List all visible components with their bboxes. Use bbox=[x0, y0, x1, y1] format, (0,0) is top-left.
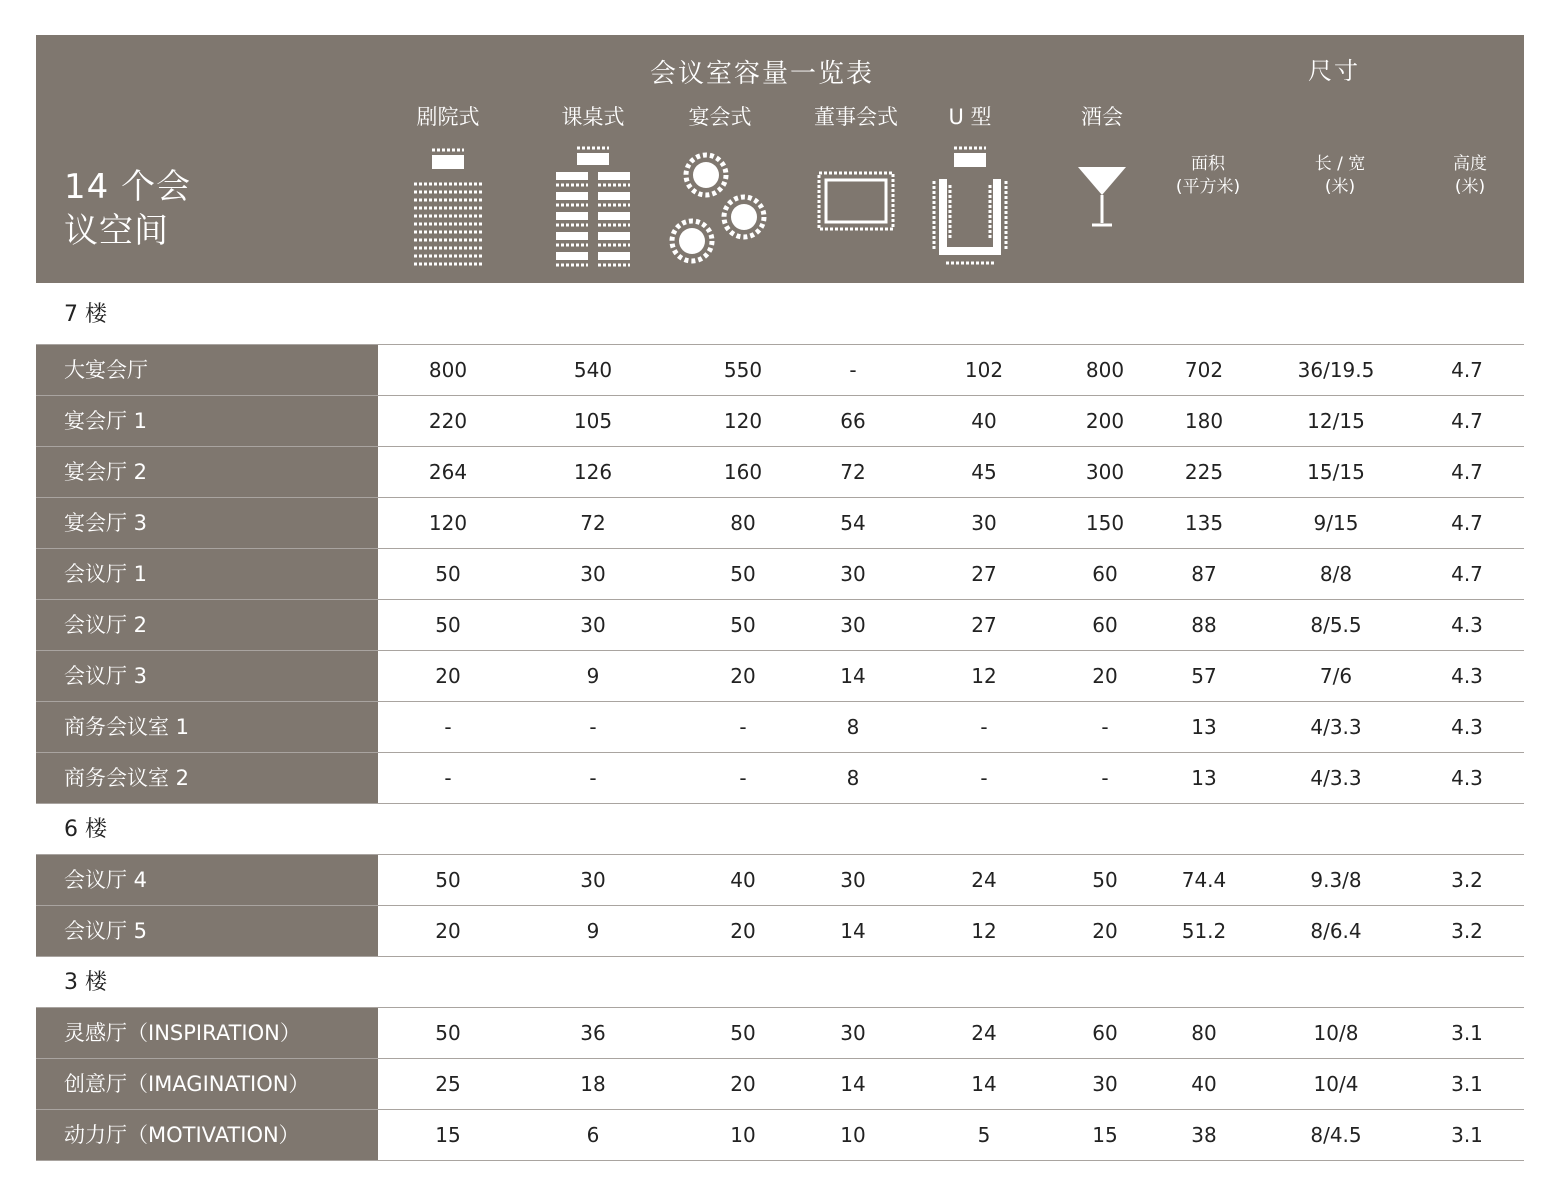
table-cell: 50 bbox=[435, 613, 461, 637]
table-cell: 80 bbox=[1191, 1021, 1217, 1045]
room-name: 会议厅 4 bbox=[36, 855, 378, 905]
column-theater: 剧院式 bbox=[416, 105, 480, 129]
table-cell: 120 bbox=[428, 511, 468, 535]
table-cell: 150 bbox=[1085, 511, 1125, 535]
table-cell: 10 bbox=[840, 1123, 866, 1147]
table-cell: 50 bbox=[730, 1021, 756, 1045]
table-cell: 20 bbox=[435, 664, 461, 688]
table-cell: 126 bbox=[573, 460, 613, 484]
table-row bbox=[36, 1110, 1524, 1161]
table-cell: 72 bbox=[580, 511, 606, 535]
table-cell: 3.2 bbox=[1451, 919, 1483, 943]
table-cell: 50 bbox=[730, 562, 756, 586]
table-cell: 30 bbox=[840, 613, 866, 637]
table-cell: 800 bbox=[428, 358, 468, 382]
floor-label: 6 楼 bbox=[64, 817, 107, 842]
table-cell: 36/19.5 bbox=[1297, 358, 1375, 382]
room-name: 会议厅 2 bbox=[36, 600, 378, 650]
table-cell: 13 bbox=[1191, 766, 1217, 790]
column-banquet: 宴会式 bbox=[688, 105, 752, 129]
room-name: 会议厅 3 bbox=[36, 651, 378, 701]
table-row bbox=[36, 651, 1524, 702]
table-cell: 14 bbox=[840, 664, 866, 688]
table-cell: 8/6.4 bbox=[1310, 919, 1362, 943]
room-name: 宴会厅 1 bbox=[36, 396, 378, 446]
table-cell: 80 bbox=[730, 511, 756, 535]
table-cell: - bbox=[849, 358, 857, 382]
table-cell: 57 bbox=[1191, 664, 1217, 688]
table-cell: 8/4.5 bbox=[1310, 1123, 1362, 1147]
table-cell: 4.7 bbox=[1451, 409, 1483, 433]
table-cell: 14 bbox=[971, 1072, 997, 1096]
capacity-table bbox=[36, 35, 1524, 1161]
table-cell: 12/15 bbox=[1307, 409, 1365, 433]
table-cell: 9.3/8 bbox=[1310, 868, 1362, 892]
table-cell: 4/3.3 bbox=[1310, 715, 1362, 739]
boardroom-layout-icon bbox=[816, 170, 896, 232]
theater-layout-icon bbox=[410, 145, 486, 267]
table-row bbox=[36, 549, 1524, 600]
table-cell: 36 bbox=[580, 1021, 606, 1045]
table-cell: 30 bbox=[840, 562, 866, 586]
table-cell: 9 bbox=[586, 919, 600, 943]
table-cell: - bbox=[980, 766, 988, 790]
table-title: 14 个会议空间 bbox=[64, 167, 192, 251]
table-row bbox=[36, 396, 1524, 447]
table-cell: 180 bbox=[1184, 409, 1224, 433]
table-cell: 24 bbox=[971, 1021, 997, 1045]
table-row bbox=[36, 498, 1524, 549]
table-cell: 40 bbox=[971, 409, 997, 433]
table-cell: 225 bbox=[1184, 460, 1224, 484]
table-cell: 10/8 bbox=[1313, 1021, 1359, 1045]
room-name: 会议厅 5 bbox=[36, 906, 378, 956]
table-cell: 105 bbox=[573, 409, 613, 433]
table-cell: 4.3 bbox=[1451, 766, 1483, 790]
table-cell: - bbox=[980, 715, 988, 739]
room-name: 创意厅（IMAGINATION） bbox=[36, 1059, 378, 1109]
table-cell: 6 bbox=[586, 1123, 600, 1147]
table-cell: 60 bbox=[1092, 613, 1118, 637]
table-cell: 30 bbox=[580, 613, 606, 637]
table-cell: 14 bbox=[840, 919, 866, 943]
table-cell: 264 bbox=[428, 460, 468, 484]
floor-row bbox=[36, 283, 1524, 345]
table-cell: - bbox=[739, 766, 747, 790]
table-cell: 4.7 bbox=[1451, 358, 1483, 382]
table-cell: 102 bbox=[964, 358, 1004, 382]
column-classroom: 课桌式 bbox=[561, 105, 625, 129]
table-cell: 4.7 bbox=[1451, 511, 1483, 535]
table-cell: 220 bbox=[428, 409, 468, 433]
classroom-layout-icon bbox=[552, 145, 634, 267]
u-shape-layout-icon bbox=[930, 145, 1010, 267]
table-row bbox=[36, 855, 1524, 906]
table-cell: 800 bbox=[1085, 358, 1125, 382]
table-cell: 87 bbox=[1191, 562, 1217, 586]
table-cell: 40 bbox=[730, 868, 756, 892]
table-cell: 25 bbox=[435, 1072, 461, 1096]
table-cell: - bbox=[444, 715, 452, 739]
room-name: 会议厅 1 bbox=[36, 549, 378, 599]
table-row bbox=[36, 906, 1524, 957]
floor-label: 7 楼 bbox=[64, 302, 107, 327]
table-cell: 135 bbox=[1184, 511, 1224, 535]
table-cell: 30 bbox=[840, 868, 866, 892]
table-cell: 9 bbox=[586, 664, 600, 688]
capacity-group-title: 会议室容量一览表 bbox=[650, 59, 875, 89]
table-row bbox=[36, 345, 1524, 396]
table-cell: 40 bbox=[1191, 1072, 1217, 1096]
table-cell: 20 bbox=[730, 919, 756, 943]
table-cell: 200 bbox=[1085, 409, 1125, 433]
column-length-width: 长 / 宽 (米) bbox=[1314, 154, 1366, 197]
room-name: 动力厅（MOTIVATION） bbox=[36, 1110, 378, 1160]
table-cell: 50 bbox=[730, 613, 756, 637]
table-cell: 30 bbox=[1092, 1072, 1118, 1096]
size-group-title: 尺寸 bbox=[1308, 57, 1360, 85]
table-cell: 8/5.5 bbox=[1310, 613, 1362, 637]
table-cell: 4.3 bbox=[1451, 613, 1483, 637]
table-cell: 12 bbox=[971, 919, 997, 943]
table-cell: 3.1 bbox=[1451, 1123, 1483, 1147]
table-cell: 14 bbox=[840, 1072, 866, 1096]
table-cell: 300 bbox=[1085, 460, 1125, 484]
table-cell: 51.2 bbox=[1181, 919, 1227, 943]
table-cell: 540 bbox=[573, 358, 613, 382]
table-cell: 9/15 bbox=[1313, 511, 1359, 535]
table-cell: 550 bbox=[723, 358, 763, 382]
table-cell: 12 bbox=[971, 664, 997, 688]
table-cell: 7/6 bbox=[1319, 664, 1353, 688]
table-cell: 3.1 bbox=[1451, 1072, 1483, 1096]
table-cell: 8 bbox=[846, 766, 860, 790]
room-name: 宴会厅 3 bbox=[36, 498, 378, 548]
table-cell: 15 bbox=[435, 1123, 461, 1147]
table-cell: 4.7 bbox=[1451, 460, 1483, 484]
table-cell: 120 bbox=[723, 409, 763, 433]
table-cell: 24 bbox=[971, 868, 997, 892]
table-cell: - bbox=[589, 715, 597, 739]
table-cell: 45 bbox=[971, 460, 997, 484]
room-name: 商务会议室 1 bbox=[36, 702, 378, 752]
table-cell: 60 bbox=[1092, 1021, 1118, 1045]
table-cell: - bbox=[1101, 715, 1109, 739]
table-row bbox=[36, 753, 1524, 804]
table-cell: - bbox=[589, 766, 597, 790]
table-cell: 30 bbox=[971, 511, 997, 535]
table-cell: 20 bbox=[1092, 919, 1118, 943]
floor-row bbox=[36, 957, 1524, 1008]
table-cell: 54 bbox=[840, 511, 866, 535]
table-cell: 3.2 bbox=[1451, 868, 1483, 892]
table-cell: 4.3 bbox=[1451, 664, 1483, 688]
table-cell: 160 bbox=[723, 460, 763, 484]
table-cell: 74.4 bbox=[1181, 868, 1227, 892]
table-row bbox=[36, 702, 1524, 753]
table-header bbox=[36, 35, 1524, 283]
table-body bbox=[36, 283, 1524, 1161]
table-cell: 8 bbox=[846, 715, 860, 739]
table-cell: - bbox=[444, 766, 452, 790]
room-name: 灵感厅（INSPIRATION） bbox=[36, 1008, 378, 1058]
table-cell: 50 bbox=[1092, 868, 1118, 892]
table-cell: 30 bbox=[580, 868, 606, 892]
banquet-layout-icon bbox=[668, 151, 772, 269]
table-cell: 3.1 bbox=[1451, 1021, 1483, 1045]
column-height: 高度 (米) bbox=[1453, 154, 1487, 197]
table-cell: 30 bbox=[580, 562, 606, 586]
floor-label: 3 楼 bbox=[64, 970, 107, 995]
table-cell: 10/4 bbox=[1313, 1072, 1359, 1096]
floor-row bbox=[36, 804, 1524, 855]
table-cell: 20 bbox=[730, 664, 756, 688]
table-cell: 27 bbox=[971, 613, 997, 637]
table-cell: 4.3 bbox=[1451, 715, 1483, 739]
table-cell: 38 bbox=[1191, 1123, 1217, 1147]
room-name: 宴会厅 2 bbox=[36, 447, 378, 497]
table-cell: 50 bbox=[435, 562, 461, 586]
column-cocktail: 酒会 bbox=[1081, 105, 1123, 129]
table-cell: 30 bbox=[840, 1021, 866, 1045]
table-cell: 50 bbox=[435, 1021, 461, 1045]
table-cell: 88 bbox=[1191, 613, 1217, 637]
table-cell: 50 bbox=[435, 868, 461, 892]
column-u-shape: U 型 bbox=[948, 105, 992, 129]
table-cell: 4.7 bbox=[1451, 562, 1483, 586]
table-cell: - bbox=[739, 715, 747, 739]
table-cell: 5 bbox=[977, 1123, 991, 1147]
table-cell: 10 bbox=[730, 1123, 756, 1147]
table-cell: 20 bbox=[730, 1072, 756, 1096]
table-row bbox=[36, 447, 1524, 498]
table-cell: 72 bbox=[840, 460, 866, 484]
table-row bbox=[36, 1059, 1524, 1110]
table-row bbox=[36, 1008, 1524, 1059]
table-cell: 13 bbox=[1191, 715, 1217, 739]
cocktail-glass-icon bbox=[1076, 165, 1128, 229]
table-cell: 15 bbox=[1092, 1123, 1118, 1147]
room-name: 大宴会厅 bbox=[36, 345, 378, 395]
column-area: 面积 (平方米) bbox=[1175, 154, 1241, 197]
table-cell: 18 bbox=[580, 1072, 606, 1096]
table-cell: 15/15 bbox=[1307, 460, 1365, 484]
table-cell: 60 bbox=[1092, 562, 1118, 586]
column-boardroom: 董事会式 bbox=[814, 105, 898, 129]
table-cell: 8/8 bbox=[1319, 562, 1353, 586]
table-cell: 20 bbox=[1092, 664, 1118, 688]
table-cell: 27 bbox=[971, 562, 997, 586]
table-cell: 4/3.3 bbox=[1310, 766, 1362, 790]
table-cell: - bbox=[1101, 766, 1109, 790]
table-cell: 20 bbox=[435, 919, 461, 943]
table-cell: 66 bbox=[840, 409, 866, 433]
room-name: 商务会议室 2 bbox=[36, 753, 378, 803]
table-cell: 702 bbox=[1184, 358, 1224, 382]
table-row bbox=[36, 600, 1524, 651]
